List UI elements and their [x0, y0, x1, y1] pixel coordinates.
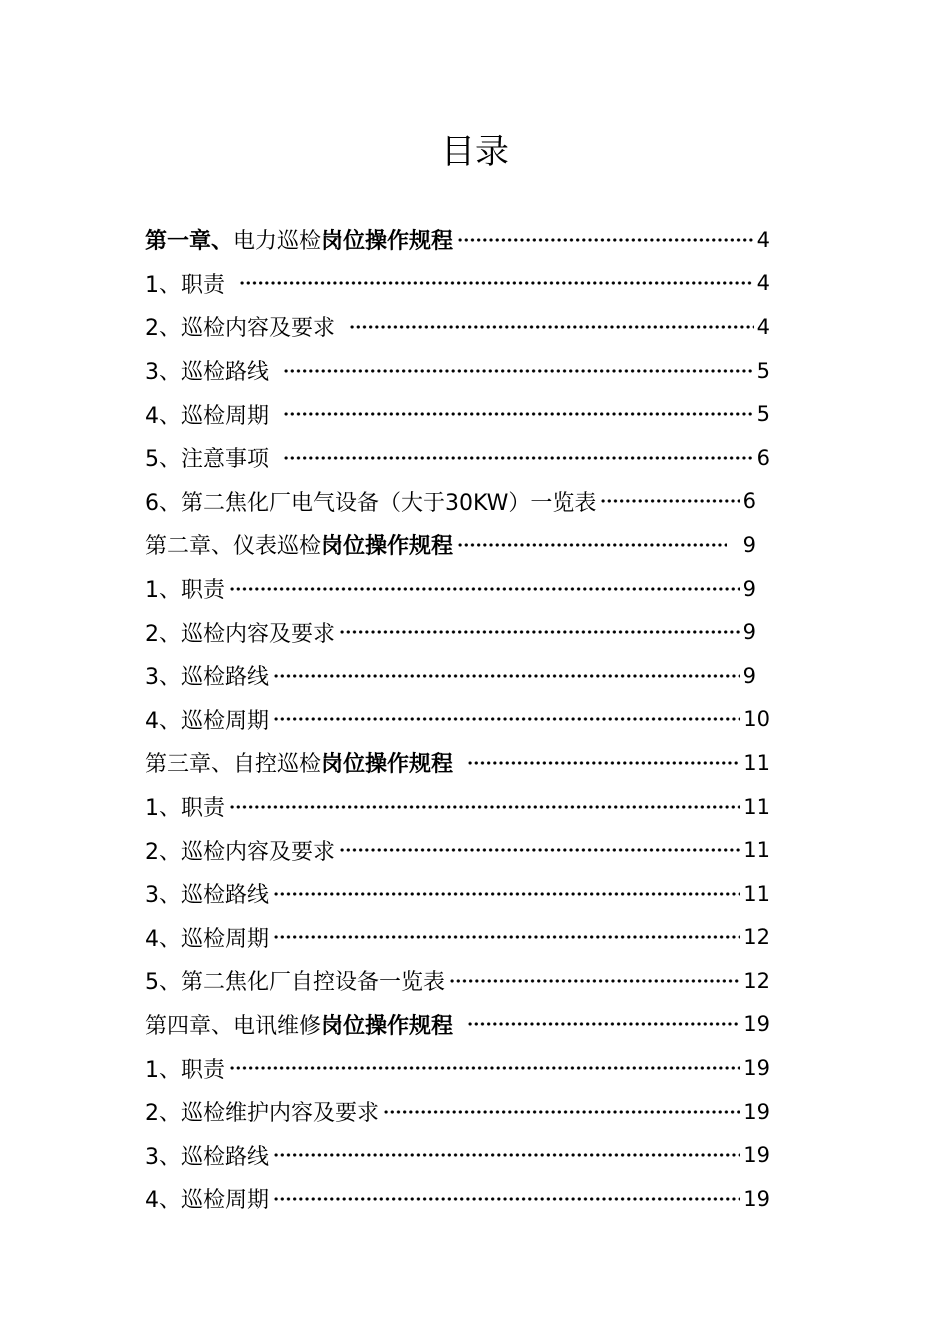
toc-entry[interactable] [145, 1046, 770, 1090]
toc-entry-chapter-3[interactable] [145, 741, 770, 785]
table-of-contents [145, 218, 770, 1221]
dot-leader [283, 447, 754, 469]
toc-page-number: 9 [742, 663, 756, 688]
dot-leader [457, 229, 754, 251]
toc-entry-bold-label: 岗位操作规程 [321, 229, 454, 255]
toc-page-number: 6 [756, 445, 770, 470]
dot-leader [239, 272, 754, 294]
dot-leader [383, 1101, 740, 1123]
toc-entry[interactable] [145, 567, 770, 611]
toc-entry-label: 4、巡检周期 [145, 926, 269, 952]
toc-page-number: 9 [742, 576, 756, 601]
toc-entry-label: 3、巡检路线 [145, 665, 269, 691]
toc-entry[interactable] [145, 305, 770, 349]
dot-leader [467, 752, 740, 774]
toc-entry-label: 4、巡检周期 [145, 708, 269, 734]
toc-entry[interactable] [145, 436, 770, 480]
dot-leader [449, 970, 740, 992]
dot-leader [229, 796, 740, 818]
toc-page-number: 19 [743, 1099, 770, 1124]
dot-leader [283, 403, 754, 425]
toc-entry-label: 2、巡检内容及要求 [145, 621, 335, 647]
toc-entry-label: 2、巡检维护内容及要求 [145, 1101, 379, 1127]
dot-leader [273, 665, 740, 687]
toc-entry-label: 1、职责 [145, 796, 225, 822]
toc-entry-chapter-4[interactable] [145, 1003, 770, 1047]
toc-entry[interactable] [145, 698, 770, 742]
toc-entry[interactable] [145, 392, 770, 436]
toc-page-number: 4 [756, 314, 770, 339]
toc-entry-label: 1、职责 [145, 1057, 225, 1083]
dot-leader [273, 883, 740, 905]
page-title: 目录 [441, 132, 509, 172]
toc-page-number: 6 [742, 489, 756, 514]
toc-page-number: 12 [743, 968, 770, 993]
dot-leader [457, 534, 727, 556]
toc-entry-chapter-1[interactable] [145, 218, 770, 262]
toc-entry[interactable] [145, 1090, 770, 1134]
toc-page-number: 19 [743, 1056, 770, 1081]
dot-leader [273, 1144, 740, 1166]
toc-entry-prefix: 第四章、电讯维修 [145, 1013, 322, 1039]
dot-leader [339, 839, 740, 861]
dot-leader [273, 1188, 740, 1210]
toc-page-number: 10 [743, 707, 770, 732]
toc-entry[interactable] [145, 785, 770, 829]
toc-entry-chapter-2[interactable] [145, 523, 770, 567]
dot-leader [339, 621, 740, 643]
toc-entry[interactable] [145, 872, 770, 916]
toc-page-number: 19 [743, 1012, 770, 1037]
dot-leader [229, 578, 740, 600]
toc-entry[interactable] [145, 610, 770, 654]
dot-leader [229, 1057, 740, 1079]
toc-entry-prefix: 第二章、仪表巡检 [145, 534, 322, 560]
toc-page-number: 11 [743, 794, 770, 819]
toc-entry-label: 1、职责 [145, 272, 225, 298]
toc-entry[interactable] [145, 959, 770, 1003]
toc-entry[interactable] [145, 349, 770, 393]
dot-leader [349, 316, 754, 338]
toc-entry[interactable] [145, 654, 770, 698]
toc-entry-label: 3、巡检路线 [145, 360, 269, 386]
toc-page-number: 11 [743, 838, 770, 863]
dot-leader [273, 708, 740, 730]
toc-entry-bold-label: 岗位操作规程 [321, 1013, 454, 1039]
dot-leader [273, 926, 740, 948]
toc-page-number: 5 [756, 402, 770, 427]
toc-entry[interactable] [145, 262, 770, 306]
toc-page-number: 4 [756, 271, 770, 296]
toc-entry[interactable] [145, 1177, 770, 1221]
toc-page-number: 19 [743, 1186, 770, 1211]
toc-entry-label: 3、巡检路线 [145, 883, 269, 909]
toc-entry-label: 5、第二焦化厂自控设备一览表 [145, 970, 445, 996]
toc-page-number: 11 [743, 881, 770, 906]
toc-entry-label: 6、第二焦化厂电气设备（大于30KW）一览表 [145, 490, 597, 516]
toc-page-number: 9 [742, 532, 756, 557]
toc-page-number: 9 [742, 620, 756, 645]
dot-leader [283, 360, 754, 382]
toc-entry-prefix: 第三章、自控巡检 [145, 752, 322, 778]
toc-page-number: 12 [743, 925, 770, 950]
toc-entry-label: 3、巡检路线 [145, 1144, 269, 1170]
toc-entry-bold-label: 岗位操作规程 [321, 534, 454, 560]
toc-entry[interactable] [145, 828, 770, 872]
toc-entry-label: 5、注意事项 [145, 447, 269, 473]
toc-page-number: 5 [756, 358, 770, 383]
toc-entry[interactable] [145, 1133, 770, 1177]
toc-entry-bold-label: 岗位操作规程 [321, 752, 454, 778]
toc-page-number: 19 [743, 1143, 770, 1168]
toc-entry-label: 2、巡检内容及要求 [145, 316, 335, 342]
dot-leader [467, 1013, 740, 1035]
toc-entry-label: 4、巡检周期 [145, 1188, 269, 1214]
toc-page-number: 11 [743, 750, 770, 775]
toc-page-number: 4 [756, 227, 770, 252]
toc-entry[interactable] [145, 480, 770, 524]
toc-entry-label: 4、巡检周期 [145, 403, 269, 429]
toc-entry-label: 2、巡检内容及要求 [145, 839, 335, 865]
toc-entry-prefix: 第一章、电力巡检 [145, 229, 322, 255]
dot-leader [600, 490, 739, 512]
toc-entry-label: 1、职责 [145, 578, 225, 604]
toc-entry[interactable] [145, 916, 770, 960]
